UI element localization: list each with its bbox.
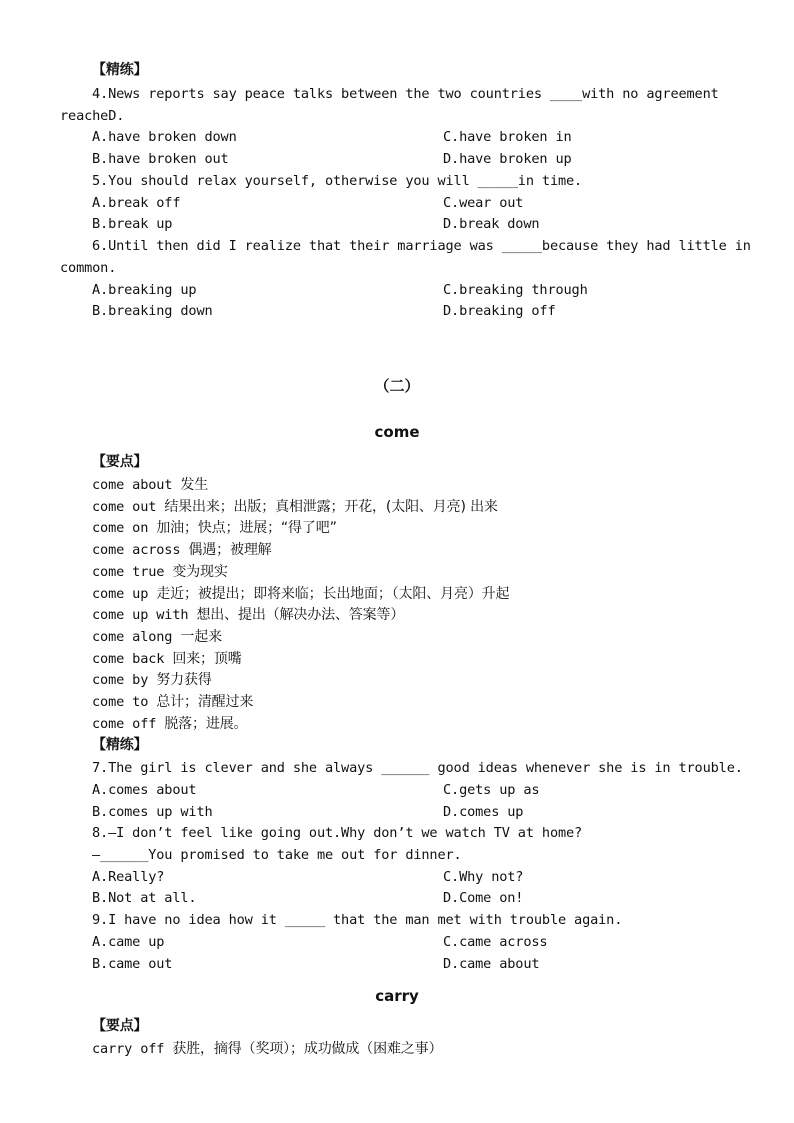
phrase-english: come back	[92, 650, 173, 667]
phrase-english: come across	[92, 542, 189, 559]
phrase-english: come up with	[92, 607, 197, 624]
carry-phrase-item	[92, 1040, 442, 1058]
question-9-option-d: D.came about	[443, 956, 540, 972]
come-phrase-item	[92, 585, 509, 603]
phrase-english: come on	[92, 520, 157, 537]
phrase-chinese: 回来；顶嘴	[172, 650, 242, 667]
come-phrase-item	[92, 628, 222, 646]
question-6-option-d: D.breaking off	[443, 303, 556, 319]
phrase-chinese: 脱落；进展。	[164, 715, 248, 732]
phrase-chinese: 一起来	[180, 628, 222, 645]
phrase-chinese: 走近；被提出；即将来临；长出地面；（太阳、月亮）升起	[156, 585, 510, 602]
phrase-english: come by	[92, 672, 157, 689]
come-phrase-item	[92, 476, 208, 494]
question-5-option-d: D.break down	[443, 216, 540, 232]
key-points-label-carry: 【要点】	[92, 1018, 148, 1034]
come-phrase-item	[92, 650, 242, 668]
question-6-option-a: A.breaking up	[92, 282, 197, 298]
question-4-option-b: B.have broken out	[92, 151, 229, 167]
phrase-english: come off	[92, 715, 165, 732]
come-phrase-item	[92, 606, 404, 624]
phrase-english: come up	[92, 585, 157, 602]
come-phrase-item	[92, 563, 228, 581]
question-6-stem: 6.Until then did I realize that their marriage was _____because they had little in	[92, 238, 751, 254]
question-6-option-c: C.breaking through	[443, 282, 588, 298]
phrase-chinese: 结果出来；出版；真相泄露；开花，(太阳、月亮) 出来	[164, 498, 498, 515]
question-8-option-b: B.Not at all.	[92, 890, 197, 906]
question-7-option-c: C.gets up as	[443, 782, 540, 798]
practice-label: 【精练】	[92, 62, 148, 78]
phrase-chinese: 想出、提出（解决办法、答案等）	[196, 607, 405, 624]
question-8-option-d: D.Come on!	[443, 890, 524, 906]
question-7-option-d: D.comes up	[443, 804, 524, 820]
question-8-stem-reply: —______You promised to take me out for dinner.	[92, 847, 462, 863]
question-5-option-b: B.break up	[92, 216, 173, 232]
phrase-english: come along	[92, 628, 181, 645]
phrase-english: come out	[92, 498, 165, 515]
phrase-chinese: 加油；快点；进展；“得了吧”	[156, 520, 337, 537]
key-points-label: 【要点】	[92, 454, 148, 470]
word-heading-carry: carry	[375, 987, 419, 1005]
come-phrase-item	[92, 519, 337, 537]
question-7-option-a: A.comes about	[92, 782, 197, 798]
question-9-option-b: B.came out	[92, 956, 173, 972]
word-heading-come: come	[374, 423, 420, 441]
phrase-chinese: 总计；清醒过来	[156, 694, 254, 710]
question-8-option-a: A.Really?	[92, 869, 165, 885]
phrase-chinese: 偶遇；被理解	[188, 542, 272, 559]
question-4-option-a: A.have broken down	[92, 129, 237, 145]
phrase-chinese: 努力获得	[156, 672, 212, 689]
come-phrase-item	[92, 715, 247, 733]
phrase-english: carry off	[92, 1041, 173, 1057]
question-4-option-c: C.have broken in	[443, 129, 572, 145]
phrase-chinese: 获胜，摘得（奖项）；成功做成（困难之事）	[172, 1041, 443, 1057]
question-8-stem: 8.—I don’t feel like going out.Why don’t we watch TV at home?	[92, 825, 583, 841]
section-number-heading: （二）	[374, 377, 420, 395]
question-4-option-d: D.have broken up	[443, 151, 572, 167]
question-9-stem: 9.I have no idea how it _____ that the man met with trouble again.	[92, 912, 623, 928]
question-8-option-c: C.Why not?	[443, 869, 524, 885]
question-5-option-a: A.break off	[92, 195, 181, 211]
come-phrase-item	[92, 541, 272, 559]
come-phrase-item	[92, 671, 212, 689]
question-7-stem: 7.The girl is clever and she always ______ good ideas whenever she is in trouble.	[92, 760, 743, 776]
phrase-chinese: 变为现实	[172, 563, 228, 580]
question-6-stem-cont: common.	[60, 260, 117, 276]
question-4-stem: 4.News reports say peace talks between the two countries ____with no agreement	[92, 86, 719, 102]
question-4-stem-cont: reacheD.	[60, 108, 125, 124]
question-9-option-a: A.came up	[92, 934, 165, 950]
come-phrase-item	[92, 498, 498, 516]
question-9-option-c: C.came across	[443, 934, 548, 950]
phrase-chinese: 发生	[180, 477, 209, 493]
practice-label-come: 【精练】	[92, 737, 148, 753]
phrase-english: come to	[92, 694, 157, 710]
question-6-option-b: B.breaking down	[92, 303, 213, 319]
come-phrase-item	[92, 693, 253, 711]
question-7-option-b: B.comes up with	[92, 804, 213, 820]
question-5-stem: 5.You should relax yourself, otherwise you will _____in time.	[92, 173, 583, 189]
phrase-english: come about	[92, 477, 181, 493]
phrase-english: come true	[92, 563, 173, 580]
question-5-option-c: C.wear out	[443, 195, 524, 211]
